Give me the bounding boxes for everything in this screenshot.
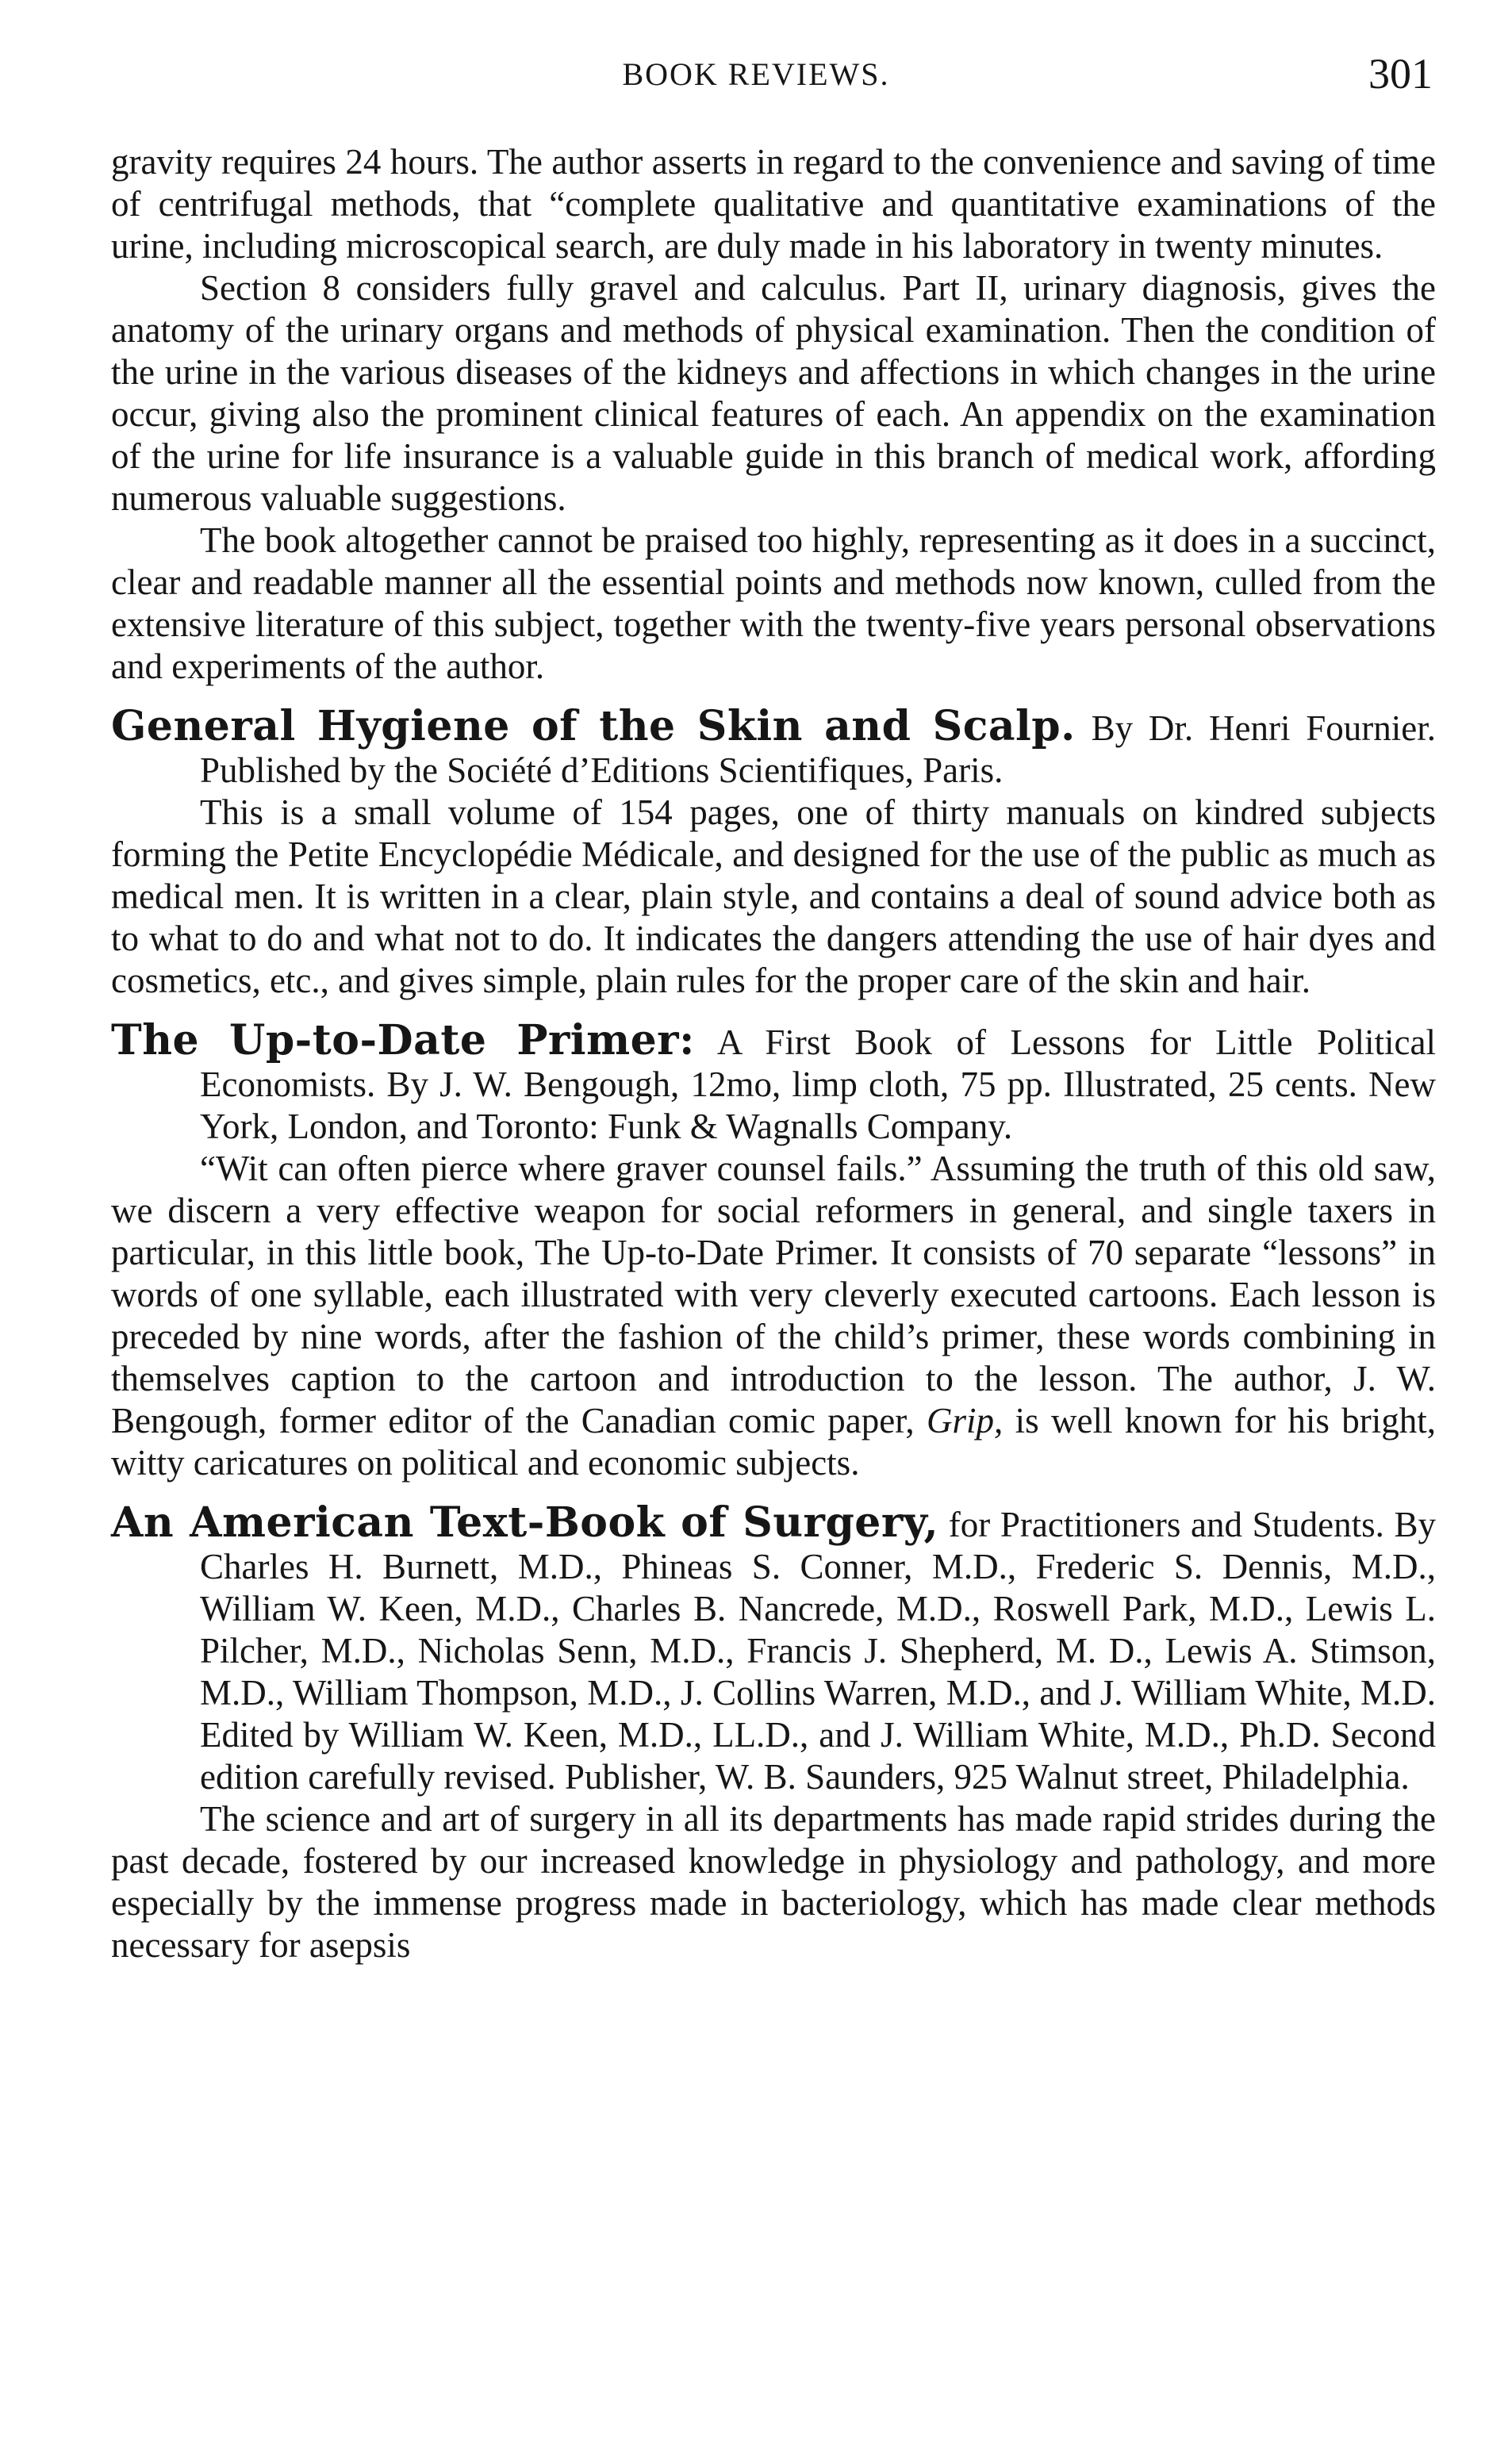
review-title: The Up-to-Date Primer: [111,1016,695,1065]
review-citation: A First Book of Lessons for Little Political Economists. By J. W. Bengough, 12mo, limp cloth, 75 pp. Illustrated, 25 cents. New York, London, and Toronto: Funk & Wagnalls Company. [200,1022,1436,1146]
italic-title-grip: Grip, [927,1401,1004,1440]
review-body [111,1148,1436,1484]
page-number: 301 [1368,50,1433,98]
review-citation: for Practitioners and Students. By Charles H. Burnett, M.D., Phineas S. Conner, M.D., Frederic S. Dennis, M.D., William W. Keen, M.D., Charles B. Nancrede, M.D., Roswell Park, M.D., Lewis L. Pilcher, M.D., Nicholas Senn, M.D., Francis J. Shepherd, M. D., Lewis A. Stimson, M.D., William Thompson, M.D., J. Collins Warren, M.D., and J. William White, M.D. Edited by William W. Keen, M.D., LL.D., and J. William White, M.D., Ph.D. Second edition carefully revised. Publisher, W. B. Saunders, 925 Walnut street, Philadelphia. [200,1505,1436,1797]
paragraph-section-8: Section 8 considers fully gravel and calculus. Part II, urinary diagnosis, gives the anatomy of the urinary organs and methods of physical examination. Then the condition of the urine in the various diseases of the kidneys and affections in which changes in the urine occur, giving also the prominent clinical features of each. An appendix on the examination of the urine for life insurance is a valuable guide in this branch of medical work, affording numerous valuable suggestions. [111,268,1436,518]
running-title: BOOK REVIEWS. [622,56,890,92]
review-heading-hygiene [111,702,1437,792]
review-title: General Hygiene of the Skin and Scalp. [111,702,1076,750]
paragraph-conclusion: The book altogether cannot be praised too highly, representing as it does in a succinct, clear and readable manner all the essential points and methods now known, culled from the extensive literature of this subject, together with the twenty-five years personal observations and experiments of the author. [111,520,1436,686]
review-citation: By Dr. Henri Fournier. Published by the Société d’Editions Scientifiques, Paris. [200,708,1437,790]
review-body: The science and art of surgery in all its departments has made rapid strides during the past decade, fostered by our increased knowledge in physiology and pathology, and more especially by the immense progress made in bacteriology, which has made clear methods necessary for asepsis [111,1799,1436,1965]
review-body: This is a small volume of 154 pages, one of thirty manuals on kindred subjects forming the Petite Encyclopédie Médicale, and designed for the use of the public as much as medical men. It is written in a clear, plain style, and contains a deal of sound advice both as to what to do and what not to do. It indicates the dangers attending the use of hair dyes and cosmetics, etc., and gives simple, plain rules for the proper care of the skin and hair. [111,792,1436,1000]
review-body-text: “Wit can often pierce where graver counsel fails.” Assuming the truth of this old saw, we discern a very effective weapon for social reformers in general, and single taxers in particular, in this little book, The Up-to-Date Primer. It consists of 70 separate “lessons” in words of one syllable, each illustrated with very cleverly executed cartoons. Each lesson is preceded by nine words, after the fashion of the child’s primer, these words combining in themselves caption to the cartoon and introduction to the lesson. The author, J. W. Bengough, former editor of the Canadian comic paper, [111,1149,1436,1440]
review-title: An American Text-Book of Surgery, [111,1498,939,1547]
page-body [111,141,1436,1966]
continued-paragraph: gravity requires 24 hours. The author asserts in regard to the convenience and saving of time of centrifugal methods, that “complete qualitative and quantitative examinations of the urine, including microscopical search, are duly made in his laboratory in twenty minutes. [111,142,1436,266]
running-header [0,49,1512,105]
review-body-text-end: is well known for his bright, witty caricatures on political and economic subjects. [111,1401,1437,1483]
review-heading-surgery [111,1498,1436,1798]
review-heading-primer [111,1016,1436,1148]
